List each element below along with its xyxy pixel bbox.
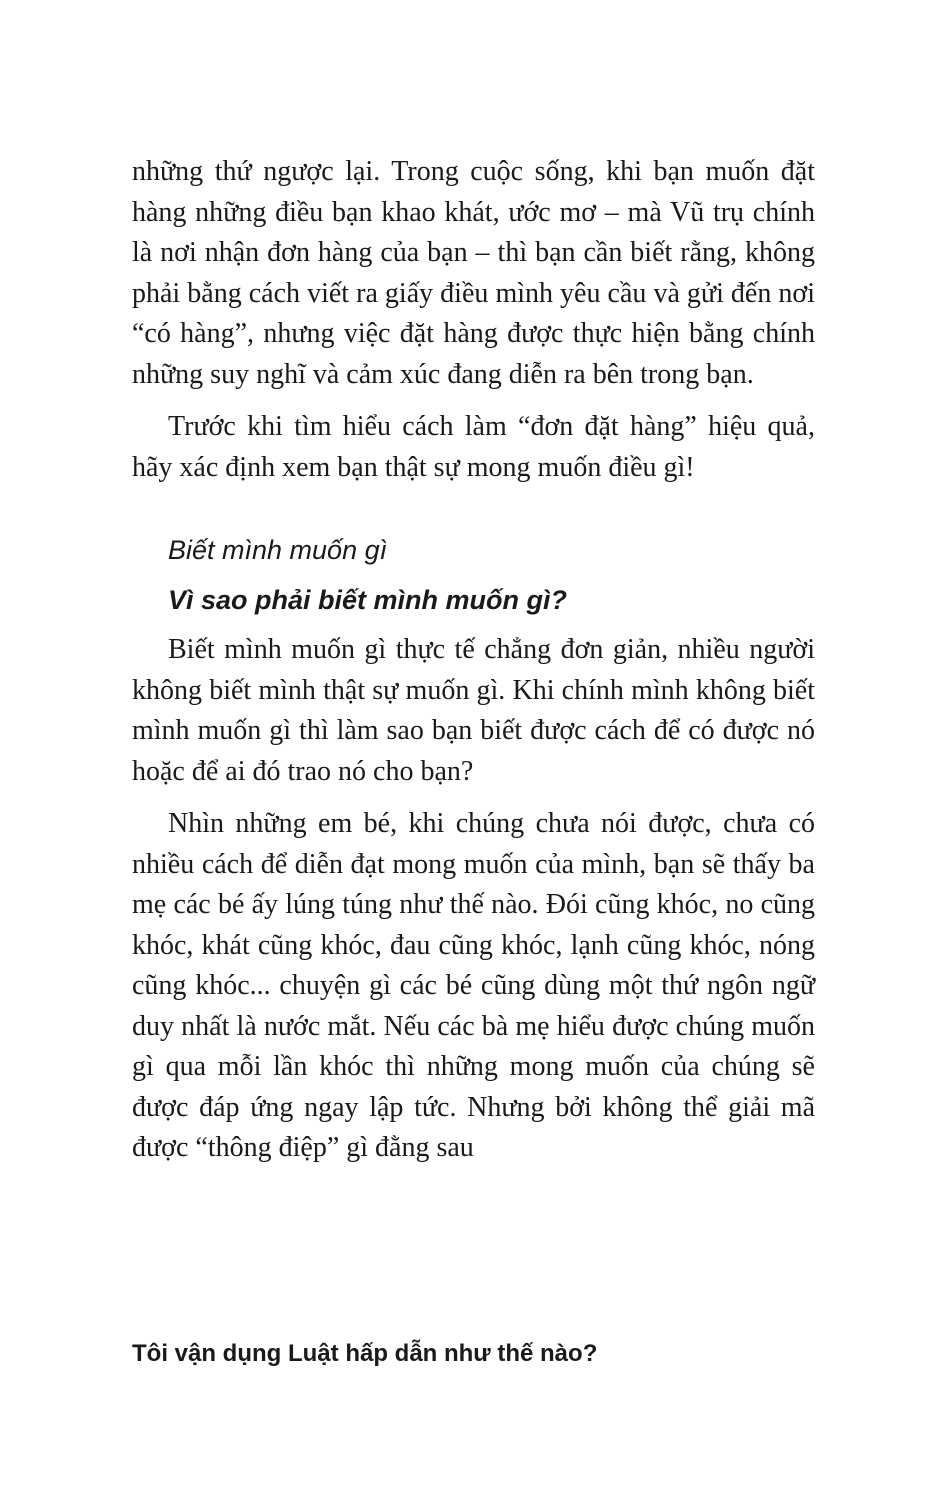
running-footer-book-title: Tôi vận dụng Luật hấp dẫn như thế nào?: [132, 1340, 598, 1367]
section-heading: Biết mình muốn gì: [168, 535, 388, 565]
subsection-heading: Vì sao phải biết mình muốn gì?: [168, 585, 568, 615]
paragraph-order-intro: Trước khi tìm hiểu cách làm “đơn đặt hàng” hiệu quả, hãy xác định xem bạn thật sự mong muốn điều gì!: [132, 411, 815, 483]
paragraph-know-what-you-want: Biết mình muốn gì thực tế chẳng đơn giản, nhiều người không biết mình thật sự muốn gì. Khi chính mình không biết mình muốn gì thì làm sao bạn biết được cách để có được nó hoặc để ai đó trao nó cho bạn?: [132, 634, 815, 787]
paragraph-babies-example: Nhìn những em bé, khi chúng chưa nói được, chưa có nhiều cách để diễn đạt mong muốn của mình, bạn sẽ thấy ba mẹ các bé ấy lúng túng như thế nào. Đói cũng khóc, no cũng khóc, khát cũng khóc, đau cũng khóc, lạnh cũng khóc, nóng cũng khóc... chuyện gì các bé cũng dùng một thứ ngôn ngữ duy nhất là nước mắt. Nếu các bà mẹ hiểu được chúng muốn gì qua mỗi lần khóc thì những mong muốn của chúng sẽ được đáp ứng ngay lập tức. Nhưng bởi không thể giải mã được “thông điệp” gì đằng sau: [132, 808, 815, 1163]
paragraph-continuation: những thứ ngược lại. Trong cuộc sống, khi bạn muốn đặt hàng những điều bạn khao khát, ước mơ – mà Vũ trụ chính là nơi nhận đơn hàng của bạn – thì bạn cần biết rằng, không phải bằng cách viết ra giấy điều mình yêu cầu và gửi đến nơi “có hàng”, nhưng việc đặt hàng được thực hiện bằng chính những suy nghĩ và cảm xúc đang diễn ra bên trong bạn.: [132, 156, 815, 390]
page-body: [132, 152, 815, 1169]
